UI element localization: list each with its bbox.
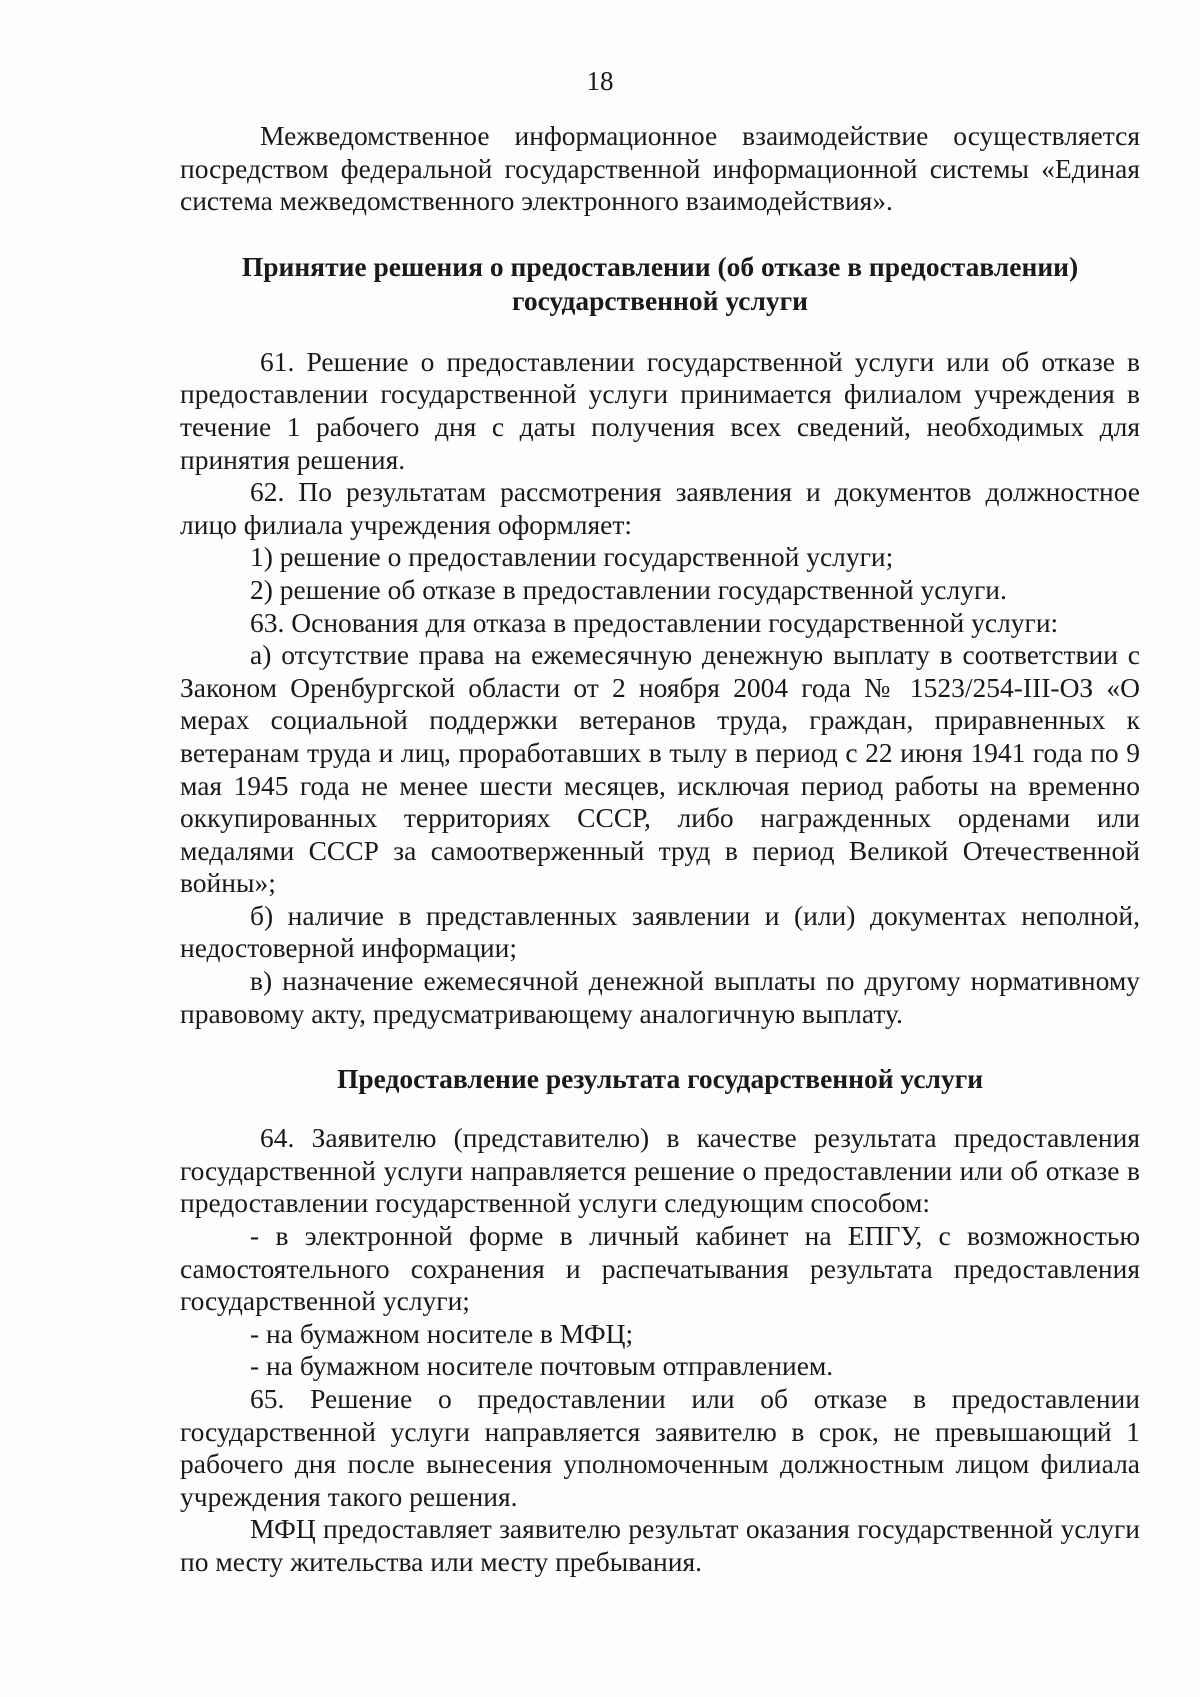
- section-heading-line: государственной услуги: [512, 284, 808, 316]
- intro-paragraph: Межведомственное информационное взаимодействие осуществляется посредством федеральной государственной информационной системы «Единая система межведомственного электронного взаимодействия».: [180, 120, 1140, 217]
- paragraph-62: 62. По результатам рассмотрения заявления и документов должностное лицо филиала учреждения оформляет:: [180, 476, 1140, 540]
- page-number: 18: [586, 66, 614, 96]
- section-heading-line: Принятие решения о предоставлении (об отказе в предоставлении): [241, 250, 1079, 282]
- list-item: 1) решение о предоставлении государственной услуги;: [250, 541, 894, 573]
- section-heading-result: Предоставление результата государственной услуги: [336, 1063, 984, 1095]
- paragraph-mfc: МФЦ предоставляет заявителю результат оказания государственной услуги по месту жительства или месту пребывания.: [180, 1513, 1140, 1577]
- paragraph-63: 63. Основания для отказа в предоставлении государственной услуги:: [250, 606, 1059, 638]
- list-item: - в электронной форме в личный кабинет на ЕПГУ, с возможностью самостоятельного сохранения и распечатывания результата предоставления государственной услуги;: [180, 1220, 1140, 1317]
- document-body: [180, 120, 1140, 1579]
- paragraph-65: 65. Решение о предоставлении или об отказе в предоставлении государственной услуги направляется заявителю в срок, не превышающий 1 рабочего дня после вынесения уполномоченным должностным лицом филиала учреждения такого решения.: [180, 1383, 1140, 1512]
- paragraph-64: 64. Заявителю (представителю) в качестве результата предоставления государственной услуги направляется решение о предоставлении или об отказе в предоставлении государственной услуги следующим способом:: [180, 1122, 1140, 1219]
- list-item: - на бумажном носителе почтовым отправлением.: [250, 1350, 834, 1382]
- paragraph-63-a: а) отсутствие права на ежемесячную денежную выплату в соответствии с Законом Оренбургской области от 2 ноября 2004 года № 1523/254-III-ОЗ «О мерах социальной поддержки ветеранов труда, граждан, приравненных к ветеранам труда и лиц, проработавших в тылу в период с 22 июня 1941 года по 9 мая 1945 года не менее шести месяцев, исключая период работы на временно оккупированных территориях СССР, либо награжденных орденами или медалями СССР за самоотверженный труд в период Великой Отечественной войны»;: [180, 639, 1140, 899]
- paragraph-61: 61. Решение о предоставлении государственной услуги или об отказе в предоставлении государственной услуги принимается филиалом учреждения в течение 1 рабочего дня с даты получения всех сведений, необходимых для принятия решения.: [180, 345, 1140, 475]
- paragraph-63-v: в) назначение ежемесячной денежной выплаты по другому нормативному правовому акту, предусматривающему аналогичную выплату.: [180, 965, 1140, 1029]
- list-item: - на бумажном носителе в МФЦ;: [250, 1317, 634, 1349]
- list-item: 2) решение об отказе в предоставлении государственной услуги.: [250, 573, 1007, 605]
- section-heading-decision: [180, 250, 1140, 318]
- paragraph-63-b: б) наличие в представленных заявлении и (или) документах неполной, недостоверной информации;: [180, 899, 1140, 964]
